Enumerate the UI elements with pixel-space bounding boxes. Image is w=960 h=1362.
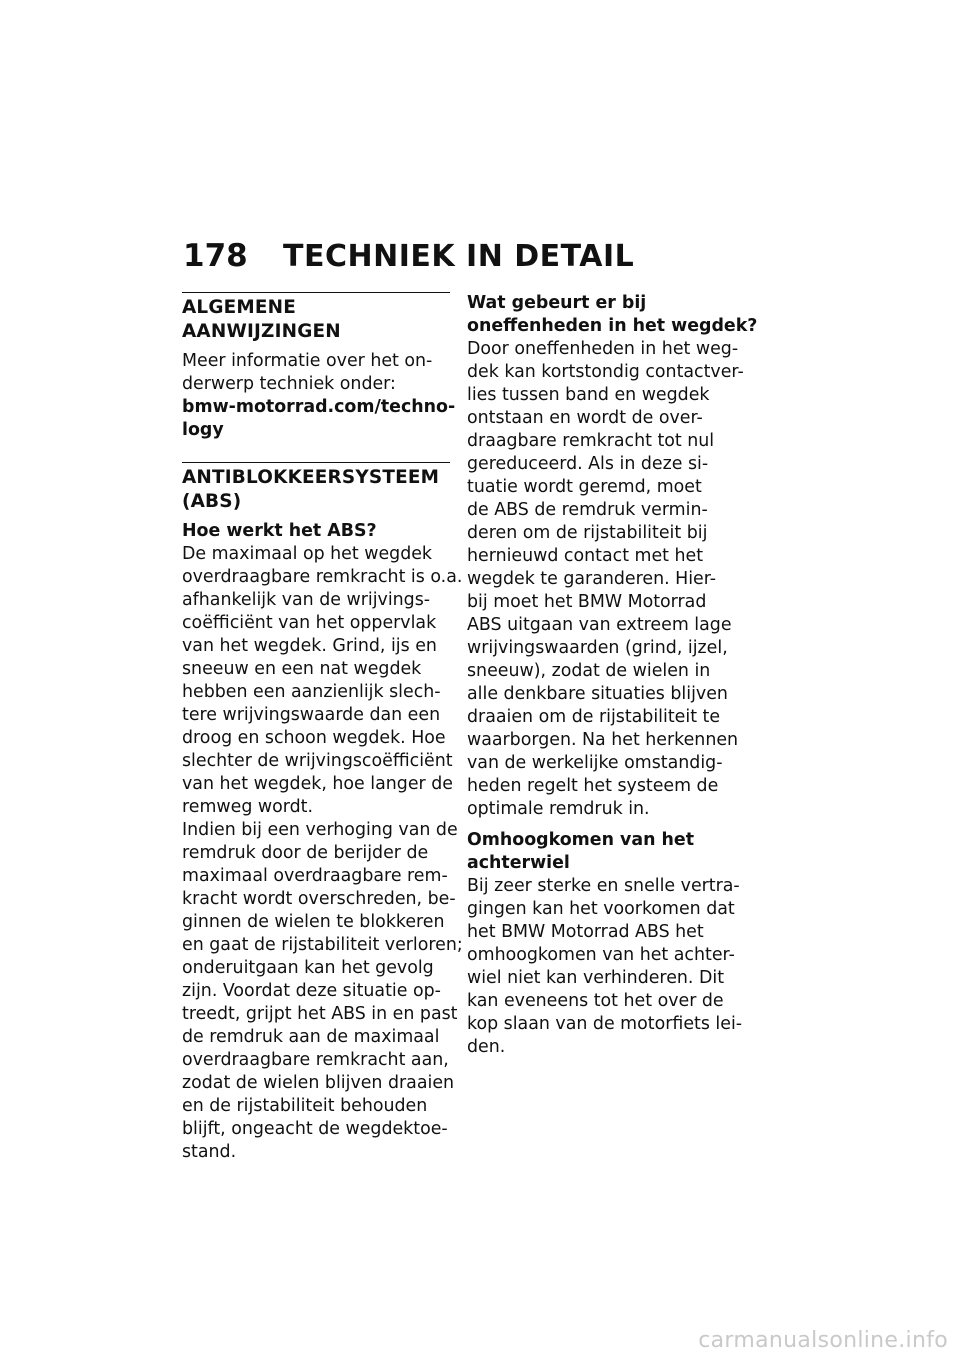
text-line: Bij zeer sterke en snelle vertra- [467, 876, 740, 896]
text-line: derwerp techniek onder: [182, 374, 396, 394]
abs-paragraph-1 [182, 543, 463, 819]
heading-line: Wat gebeurt er bij [467, 293, 647, 313]
text-line: en de rijstabiliteit behouden [182, 1096, 428, 1116]
text-line: tuatie wordt geremd, moet [467, 477, 702, 497]
text-line: den. [467, 1037, 506, 1057]
text-line: Indien bij een verhoging van de [182, 820, 458, 840]
text-line: lies tussen band en wegdek [467, 385, 710, 405]
text-line: overdraagbare remkracht is o.a. [182, 567, 463, 587]
text-line: afhankelijk van de wrijvings- [182, 590, 431, 610]
text-line: ABS uitgaan van extreem lage [467, 615, 732, 635]
road-unevenness-paragraph [467, 338, 744, 821]
text-line: overdraagbare remkracht aan, [182, 1050, 449, 1070]
text-line: Door oneffenheden in het weg- [467, 339, 739, 359]
text-line: droog en schoon wegdek. Hoe [182, 728, 446, 748]
text-line: maximaal overdraagbare rem- [182, 866, 448, 886]
link-line[interactable]: bmw-motorrad.com/techno- [182, 397, 456, 417]
heading-line: achterwiel [467, 853, 570, 873]
text-line: dek kan kortstondig contactver- [467, 362, 744, 382]
link-line[interactable]: logy [182, 420, 224, 440]
text-line: ginnen de wielen te blokkeren [182, 912, 445, 932]
text-line: hebben een aanzienlijk slech- [182, 682, 441, 702]
text-line: het BMW Motorrad ABS het [467, 922, 704, 942]
text-line: sneeuw), zodat de wielen in [467, 661, 711, 681]
section-rule [182, 292, 450, 293]
text-line: remweg wordt. [182, 797, 313, 817]
text-line: tere wrijvingswaarde dan een [182, 705, 441, 725]
text-line: zodat de wielen blijven draaien [182, 1073, 455, 1093]
text-line: optimale remdruk in. [467, 799, 650, 819]
page-header [183, 238, 783, 274]
text-line: de remdruk aan de maximaal [182, 1027, 440, 1047]
text-line: en gaat de rijstabiliteit verloren; [182, 935, 463, 955]
watermark: carmanualsonline.info [698, 1328, 948, 1353]
subheading-rear-wheel-lift [467, 829, 735, 875]
text-line: draagbare remkracht tot nul [467, 431, 715, 451]
text-line: waarborgen. Na het herkennen [467, 730, 739, 750]
text-line: de ABS de remdruk vermin- [467, 500, 708, 520]
text-line: kop slaan van de motorfiets lei- [467, 1014, 743, 1034]
heading-line: Omhoogkomen van het [467, 830, 695, 850]
text-line: wegdek te garanderen. Hier- [467, 569, 717, 589]
text-line: coëfficiënt van het oppervlak [182, 613, 437, 633]
section-heading-general: ALGEMENE AANWIJZINGEN [182, 297, 341, 342]
text-line: bij moet het BMW Motorrad [467, 592, 707, 612]
text-line: van de werkelijke omstandig- [467, 753, 723, 773]
text-line: blijft, ongeacht de wegdektoe- [182, 1119, 448, 1139]
text-line: De maximaal op het wegdek [182, 544, 432, 564]
heading-line: (ABS) [182, 491, 242, 512]
text-line: wiel niet kan verhinderen. Dit [467, 968, 725, 988]
text-line: deren om de rijstabiliteit bij [467, 523, 708, 543]
text-line: hernieuwd contact met het [467, 546, 704, 566]
techniek-link[interactable] [182, 396, 456, 442]
text-line: ontstaan en wordt de over- [467, 408, 703, 428]
text-line: omhoogkomen van het achter- [467, 945, 735, 965]
text-line: gereduceerd. Als in deze si- [467, 454, 709, 474]
text-line: slechter de wrijvingscoëfficiënt [182, 751, 453, 771]
text-line: zijn. Voordat deze situatie op- [182, 981, 441, 1001]
text-line: van het wegdek. Grind, ijs en [182, 636, 437, 656]
text-line: remdruk door de berijder de [182, 843, 429, 863]
text-line: heden regelt het systeem de [467, 776, 719, 796]
page-number: 178 [183, 238, 248, 274]
text-line: onderuitgaan kan het gevolg [182, 958, 434, 978]
text-line: Meer informatie over het on- [182, 351, 433, 371]
page-title: TECHNIEK IN DETAIL [283, 239, 635, 274]
text-line: treedt, grijpt het ABS in en past [182, 1004, 458, 1024]
text-line: alle denkbare situaties blijven [467, 684, 728, 704]
rear-wheel-lift-paragraph [467, 875, 743, 1059]
heading-line: oneffenheden in het wegdek? [467, 316, 758, 336]
right-column [467, 292, 758, 1059]
heading-line: ANTIBLOKKEERSYSTEEM [182, 467, 440, 488]
left-column [182, 292, 463, 1164]
text-line: van het wegdek, hoe langer de [182, 774, 453, 794]
text-line: stand. [182, 1142, 237, 1162]
subheading-how-abs-works: Hoe werkt het ABS? [182, 521, 377, 541]
section-heading-abs [182, 466, 450, 514]
general-info-text [182, 350, 450, 396]
text-line: kracht wordt overschreden, be- [182, 889, 456, 909]
subheading-road-unevenness [467, 292, 758, 338]
text-line: sneeuw en een nat wegdek [182, 659, 422, 679]
text-line: wrijvingswaarden (grind, ijzel, [467, 638, 728, 658]
text-line: kan eveneens tot het over de [467, 991, 724, 1011]
text-line: gingen kan het voorkomen dat [467, 899, 735, 919]
section-rule [182, 462, 450, 463]
abs-paragraph-2 [182, 819, 463, 1164]
text-line: draaien om de rijstabiliteit te [467, 707, 721, 727]
